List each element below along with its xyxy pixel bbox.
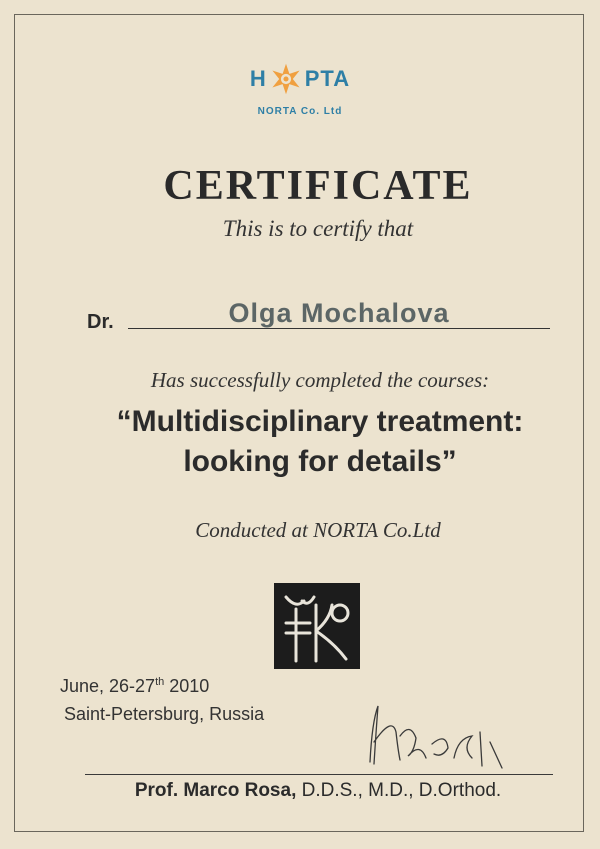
recipient-name: Olga Mochalova	[228, 298, 450, 328]
recipient-prefix: Dr.	[87, 311, 114, 333]
signer-credentials: D.D.S., M.D., D.Orthod.	[296, 780, 502, 801]
certificate-place: Saint-Petersburg, Russia	[64, 704, 265, 724]
certificate-title: CERTIFICATE	[163, 163, 473, 209]
date-suffix: th	[155, 676, 165, 688]
date-day: June, 26-27	[60, 676, 156, 696]
course-title	[0, 402, 600, 482]
star-flower-icon	[269, 62, 303, 96]
institution-emblem	[274, 583, 360, 669]
date-year: 2010	[164, 676, 210, 696]
signer	[0, 780, 600, 802]
signer-name: Prof. Marco Rosa,	[134, 780, 297, 801]
completed-line: Has successfully completed the courses:	[150, 368, 490, 392]
course-title-line-1: “Multidisciplinary treatment:	[116, 405, 524, 438]
certificate-date	[60, 676, 209, 697]
company-name: NORTA Co. Ltd	[257, 106, 343, 117]
logo-wordmark	[250, 62, 350, 96]
company-logo	[0, 62, 600, 102]
signature-line	[85, 774, 553, 775]
signature	[362, 702, 532, 782]
logo-left-letters: H	[249, 66, 267, 91]
course-title-line-2: looking for details”	[183, 445, 457, 478]
logo-right-letters: PTA	[304, 66, 351, 91]
conducted-line: Conducted at NORTA Co.Ltd	[195, 518, 441, 542]
certify-line: This is to certify that	[222, 216, 414, 241]
